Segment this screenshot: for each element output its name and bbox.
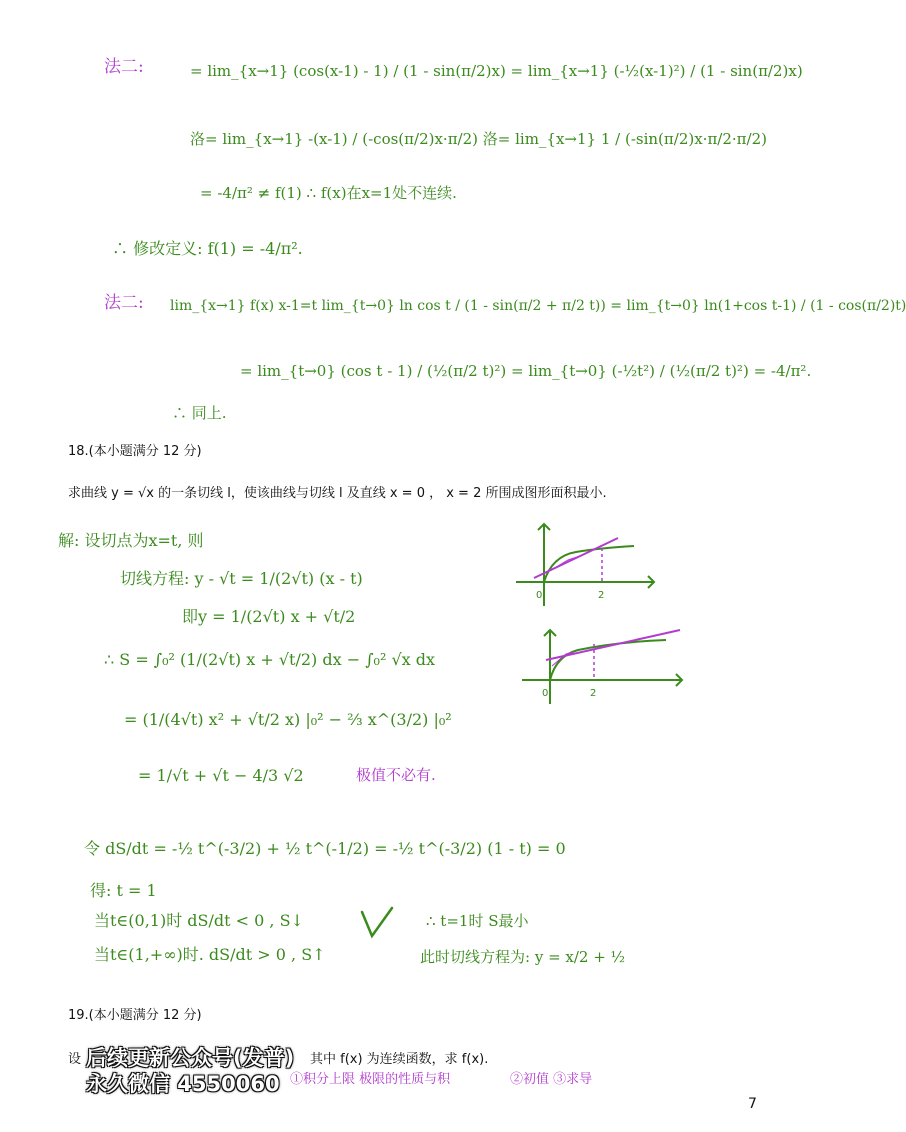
handwritten-line: = -4/π² ≠ f(1) ∴ f(x)在x=1处不连续.	[200, 184, 457, 202]
handwritten-line: = (1/(4√t) x² + √t/2 x) |₀² − ⅔ x^(3/2) |₀²	[124, 710, 452, 729]
margin-note: ②初值 ③求导	[510, 1072, 593, 1087]
handwritten-line: = lim_{t→0} (cos t - 1) / (½(π/2 t)²) = lim_{t→0} (-½t²) / (½(π/2 t)²) = -4/π².	[240, 362, 812, 380]
graph-x-tick-label: 2	[590, 688, 597, 699]
conclusion-line: 此时切线方程为: y = x/2 + ½	[420, 948, 626, 966]
handwritten-line: ∴ S = ∫₀² (1/(2√t) x + √t/2) dx − ∫₀² √x dx	[104, 650, 436, 669]
problem19-text-left: 设	[68, 1052, 82, 1067]
graph-origin-label: 0	[536, 590, 543, 601]
handwritten-line: 得: t = 1	[90, 881, 157, 900]
method2-label: 法二:	[104, 293, 144, 313]
watermark-line-1: 后续更新公众号(发普)	[86, 1046, 295, 1070]
handwritten-line: 切线方程: y - √t = 1/(2√t) (x - t)	[120, 569, 363, 588]
margin-note: ①积分上限 极限的性质与积	[290, 1072, 451, 1087]
problem18-header: 18.(本小题满分 12 分)	[68, 444, 202, 459]
problem19-header: 19.(本小题满分 12 分)	[68, 1008, 202, 1023]
method1-label: 法二:	[104, 57, 144, 77]
graph-x-tick-label: 2	[598, 590, 605, 601]
handwritten-line: = 1/√t + √t − 4/3 √2	[138, 766, 304, 785]
handwritten-line: ∴ 同上.	[172, 404, 227, 422]
problem19-text-right: 其中 f(x) 为连续函数，求 f(x).	[310, 1052, 489, 1067]
handwritten-line: ∴ 修改定义: f(1) = -4/π².	[112, 239, 303, 258]
tangent-graph-lower	[516, 626, 686, 706]
handwritten-line: 洛= lim_{x→1} -(x-1) / (-cos(π/2)x·π/2) 洛= lim_{x→1} 1 / (-sin(π/2)x·π/2·π/2)	[190, 130, 767, 148]
handwritten-line: 令 dS/dt = -½ t^(-3/2) + ½ t^(-1/2) = -½ t^(-3/2) (1 - t) = 0	[84, 839, 566, 858]
tangent-graph-upper	[508, 520, 658, 610]
handwritten-line: 当t∈(1,+∞)时. dS/dt > 0 , S↑	[94, 945, 326, 964]
graph-origin-label: 0	[542, 688, 549, 699]
page-number: 7	[748, 1096, 757, 1112]
watermark-line-2: 永久微信 4550060	[86, 1072, 280, 1096]
handwritten-line: = lim_{x→1} (cos(x-1) - 1) / (1 - sin(π/2)x) = lim_{x→1} (-½(x-1)²) / (1 - sin(π/2)x)	[190, 62, 803, 80]
handwritten-line: 即y = 1/(2√t) x + √t/2	[182, 607, 356, 626]
handwritten-line: lim_{x→1} f(x) x-1=t lim_{t→0} ln cos t / (1 - sin(π/2 + π/2 t)) = lim_{t→0} ln(1+cos t-1) / (1 - cos(π/2)t)	[170, 298, 906, 314]
conclusion-line: ∴ t=1时 S最小	[426, 912, 529, 930]
handwritten-line: 当t∈(0,1)时 dS/dt < 0 , S↓	[94, 911, 304, 930]
checkmark-icon	[356, 904, 396, 944]
problem18-text: 求曲线 y = √x 的一条切线 l，使该曲线与切线 l 及直线 x = 0 ， x = 2 所围成图形面积最小.	[68, 486, 607, 501]
handwritten-line: 解: 设切点为x=t, 则	[58, 531, 204, 550]
margin-note: 极值不必有.	[356, 766, 436, 784]
